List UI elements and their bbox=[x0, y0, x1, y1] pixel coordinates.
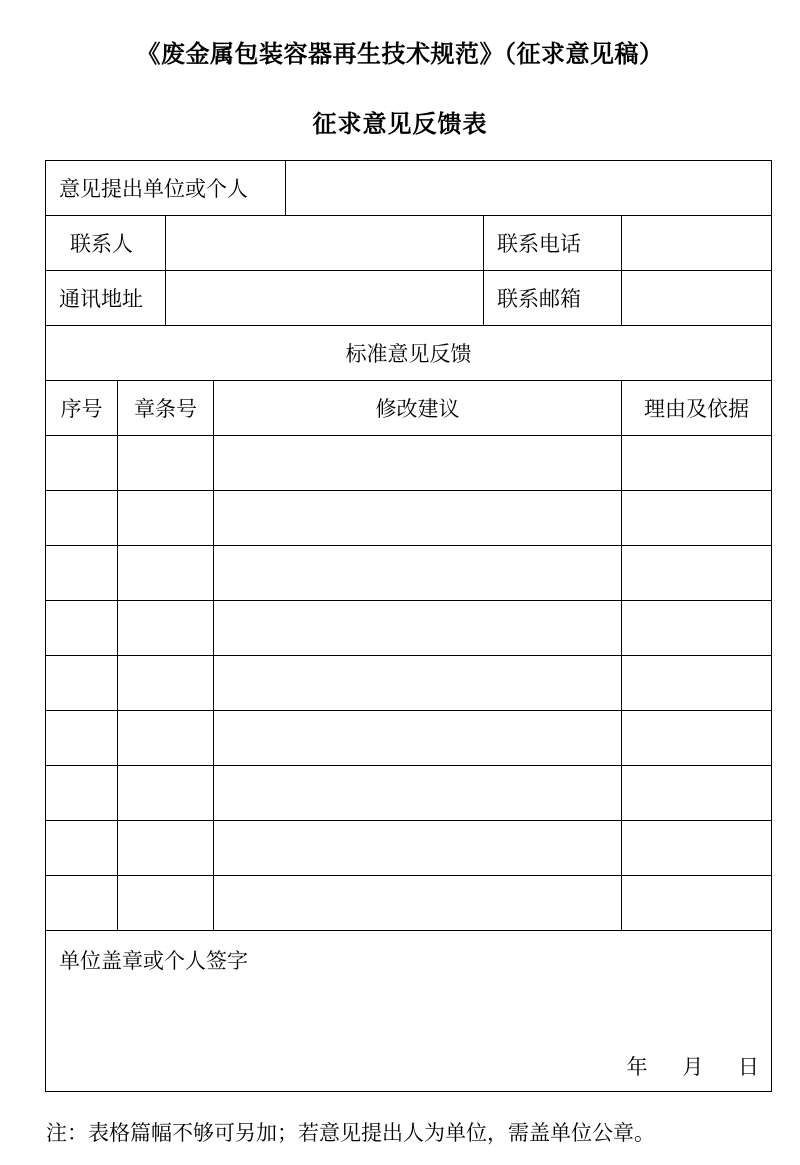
row-index-cell[interactable] bbox=[46, 601, 118, 656]
row-reason-cell[interactable] bbox=[622, 546, 772, 601]
row-clause-cell[interactable] bbox=[118, 876, 214, 931]
footer-note: 注：表格篇幅不够可另加；若意见提出人为单位，需盖单位公章。 bbox=[46, 1121, 655, 1145]
column-header-index: 序号 bbox=[46, 381, 118, 436]
table-row bbox=[46, 436, 772, 491]
contact-label: 联系人 bbox=[46, 216, 166, 271]
row-clause-cell[interactable] bbox=[118, 601, 214, 656]
row-index-cell[interactable] bbox=[46, 711, 118, 766]
row-suggestion-cell[interactable] bbox=[214, 436, 622, 491]
address-row bbox=[46, 271, 772, 326]
date-year: 年 bbox=[626, 1055, 648, 1079]
column-header-row bbox=[46, 381, 772, 436]
row-suggestion-cell[interactable] bbox=[214, 601, 622, 656]
row-reason-cell[interactable] bbox=[622, 601, 772, 656]
row-reason-cell[interactable] bbox=[622, 821, 772, 876]
row-reason-cell[interactable] bbox=[622, 491, 772, 546]
row-suggestion-cell[interactable] bbox=[214, 656, 622, 711]
row-reason-cell[interactable] bbox=[622, 711, 772, 766]
signature-date bbox=[627, 1051, 759, 1081]
table-row bbox=[46, 656, 772, 711]
row-index-cell[interactable] bbox=[46, 656, 118, 711]
row-index-cell[interactable] bbox=[46, 766, 118, 821]
section-title: 标准意见反馈 bbox=[46, 326, 772, 381]
date-month: 月 bbox=[682, 1055, 704, 1079]
table-row bbox=[46, 766, 772, 821]
row-index-cell[interactable] bbox=[46, 546, 118, 601]
table-row bbox=[46, 821, 772, 876]
email-value-cell[interactable] bbox=[622, 271, 772, 326]
date-day: 日 bbox=[738, 1055, 760, 1079]
table-row bbox=[46, 546, 772, 601]
row-suggestion-cell[interactable] bbox=[214, 491, 622, 546]
row-reason-cell[interactable] bbox=[622, 876, 772, 931]
column-header-clause: 章条号 bbox=[118, 381, 214, 436]
address-value-cell[interactable] bbox=[166, 271, 484, 326]
row-reason-cell[interactable] bbox=[622, 766, 772, 821]
signature-label: 单位盖章或个人签字 bbox=[59, 949, 248, 973]
row-clause-cell[interactable] bbox=[118, 766, 214, 821]
row-clause-cell[interactable] bbox=[118, 656, 214, 711]
row-suggestion-cell[interactable] bbox=[214, 821, 622, 876]
column-header-suggestion: 修改建议 bbox=[214, 381, 622, 436]
document-title: 《废金属包装容器再生技术规范》（征求意见稿） bbox=[136, 40, 664, 68]
phone-label: 联系电话 bbox=[484, 216, 622, 271]
table-row bbox=[46, 711, 772, 766]
row-index-cell[interactable] bbox=[46, 436, 118, 491]
row-suggestion-cell[interactable] bbox=[214, 766, 622, 821]
phone-value-cell[interactable] bbox=[622, 216, 772, 271]
section-title-row bbox=[46, 326, 772, 381]
row-reason-cell[interactable] bbox=[622, 656, 772, 711]
table-row bbox=[46, 601, 772, 656]
table-row bbox=[46, 876, 772, 931]
row-index-cell[interactable] bbox=[46, 876, 118, 931]
row-clause-cell[interactable] bbox=[118, 546, 214, 601]
unit-label: 意见提出单位或个人 bbox=[46, 161, 286, 216]
feedback-rows bbox=[46, 436, 772, 931]
table-row bbox=[46, 491, 772, 546]
form-subtitle: 征求意见反馈表 bbox=[312, 110, 488, 138]
email-label: 联系邮箱 bbox=[484, 271, 622, 326]
contact-value-cell[interactable] bbox=[166, 216, 484, 271]
row-suggestion-cell[interactable] bbox=[214, 876, 622, 931]
row-suggestion-cell[interactable] bbox=[214, 546, 622, 601]
row-clause-cell[interactable] bbox=[118, 711, 214, 766]
row-index-cell[interactable] bbox=[46, 821, 118, 876]
unit-value-cell[interactable] bbox=[286, 161, 772, 216]
row-reason-cell[interactable] bbox=[622, 436, 772, 491]
column-header-reason: 理由及依据 bbox=[622, 381, 772, 436]
row-index-cell[interactable] bbox=[46, 491, 118, 546]
unit-row bbox=[46, 161, 772, 216]
feedback-form-table bbox=[45, 160, 772, 1092]
row-clause-cell[interactable] bbox=[118, 436, 214, 491]
row-clause-cell[interactable] bbox=[118, 821, 214, 876]
signature-row bbox=[46, 931, 772, 1092]
row-clause-cell[interactable] bbox=[118, 491, 214, 546]
contact-row bbox=[46, 216, 772, 271]
row-suggestion-cell[interactable] bbox=[214, 711, 622, 766]
signature-cell[interactable] bbox=[46, 931, 772, 1092]
address-label: 通讯地址 bbox=[46, 271, 166, 326]
